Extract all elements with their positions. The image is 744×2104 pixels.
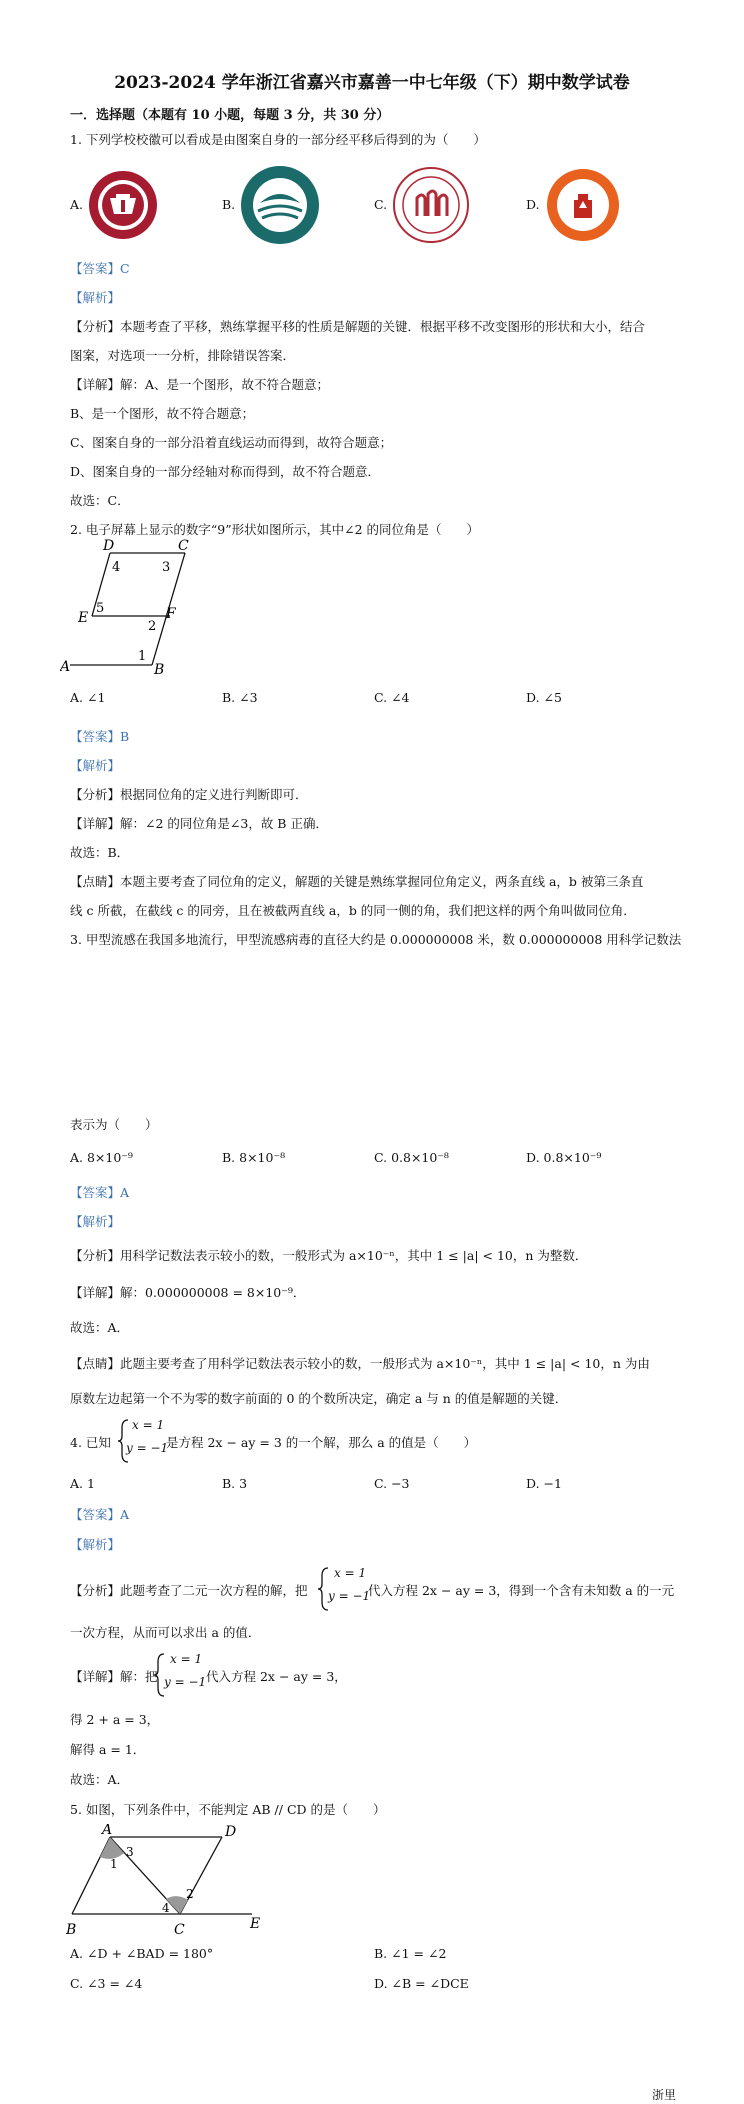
- q3-detail: 【详解】解：0.000000008 = 8×10⁻⁹．: [70, 1285, 306, 1300]
- q3-answer: 【答案】A: [70, 1185, 130, 1200]
- q4-detail-post: 代入方程 2x − ay = 3，: [206, 1669, 347, 1684]
- q4-analysis-line2: 一次方程，从而可以求出 a 的值．: [70, 1625, 261, 1640]
- q2-label-e: E: [78, 610, 89, 626]
- q4-option-b: B. 3: [222, 1476, 248, 1491]
- q2-jiexi: 【解析】: [70, 758, 121, 773]
- q5-label-c: C: [174, 1922, 185, 1936]
- q3-conclusion: 故选：A．: [70, 1320, 130, 1335]
- q2-label-c: C: [178, 538, 189, 554]
- q4-stem-post: 是方程 2x − ay = 3 的一个解，那么 a 的值是（ ）: [166, 1435, 477, 1450]
- q1-detail-line3: C、图案自身的一部分沿着直线运动而得到，故符合题意；: [70, 435, 393, 450]
- q4-stem-pre: 4. 已知: [70, 1435, 111, 1450]
- q3-dianjing-line2: 原数左边起第一个不为零的数字前面的 0 的个数所决定，确定 a 与 n 的值是解题的关键．: [70, 1391, 568, 1406]
- q4-stem-eq-y: y = −1: [126, 1441, 169, 1455]
- q3-option-b: B. 8×10⁻⁸: [222, 1150, 286, 1165]
- q3-stem: 3. 甲型流感在我国多地流行，甲型流感病毒的直径大约是 0.000000008 米，数 0.000000008 用科学记数法: [70, 932, 682, 947]
- q5-label-e: E: [250, 1916, 261, 1932]
- q5-label-b: B: [66, 1922, 77, 1936]
- q2-label-5: 5: [96, 601, 105, 616]
- q1-option-d-label: D.: [526, 197, 540, 212]
- q2-label-1: 1: [138, 649, 147, 664]
- q2-stem: 2. 电子屏幕上显示的数字“9”形状如图所示，其中∠2 的同位角是（ ）: [70, 522, 480, 537]
- q5-parallelogram-figure: [62, 1824, 272, 1936]
- q2-answer: 【答案】B: [70, 729, 130, 744]
- q4-analysis-eq-x: x = 1: [334, 1566, 367, 1580]
- q1-detail-line2: B、是一个图形，故不符合题意；: [70, 406, 255, 421]
- q2-label-f: F: [166, 606, 176, 622]
- q5-label-3: 3: [126, 1845, 134, 1859]
- q4-jiexi: 【解析】: [70, 1537, 121, 1552]
- q5-option-c: C. ∠3 = ∠4: [70, 1976, 143, 1991]
- peking-university-logo: [88, 170, 158, 240]
- q1-detail-line4: D、图案自身的一部分经轴对称而得到，故不符合题意．: [70, 464, 381, 479]
- q2-analysis: 【分析】根据同位角的定义进行判断即可．: [70, 787, 308, 802]
- q2-label-3: 3: [162, 560, 171, 575]
- q4-analysis-pre: 【分析】此题考查了二元一次方程的解，把: [70, 1583, 308, 1598]
- q4-detail-eq-x: x = 1: [170, 1652, 203, 1666]
- q4-detail-eq-y: y = −1: [164, 1675, 207, 1689]
- q2-label-d: D: [103, 538, 115, 554]
- q3-jiexi: 【解析】: [70, 1214, 121, 1229]
- q1-conclusion: 故选：C．: [70, 493, 130, 508]
- q4-answer: 【答案】A: [70, 1507, 130, 1522]
- q2-option-a: A. ∠1: [70, 690, 106, 705]
- q2-label-b: B: [154, 662, 165, 678]
- q3-analysis: 【分析】用科学记数法表示较小的数，一般形式为 a×10⁻ⁿ，其中 1 ≤ |a| < 10，n 为整数．: [70, 1248, 588, 1263]
- q3-option-d: D. 0.8×10⁻⁹: [526, 1150, 602, 1165]
- q2-detail: 【详解】解：∠2 的同位角是∠3，故 B 正确．: [70, 816, 328, 831]
- teal-university-logo: [240, 165, 320, 245]
- q2-option-d: D. ∠5: [526, 690, 562, 705]
- q4-option-c: C. −3: [374, 1476, 410, 1491]
- q5-option-b: B. ∠1 = ∠2: [374, 1946, 447, 1961]
- q1-analysis-line1: 【分析】本题考查了平移，熟练掌握平移的性质是解题的关键．根据平移不改变图形的形状和大小，结合: [70, 319, 646, 334]
- q5-label-1: 1: [110, 1857, 118, 1871]
- q5-label-a: A: [102, 1824, 113, 1838]
- q5-label-d: D: [225, 1824, 237, 1840]
- q4-conclusion: 故选：A．: [70, 1772, 130, 1787]
- q4-option-a: A. 1: [70, 1476, 95, 1491]
- page-footer: 浙里: [652, 2088, 677, 2102]
- q4-analysis-post: 代入方程 2x − ay = 3，得到一个含有未知数 a 的一元: [368, 1583, 675, 1598]
- q1-option-c-label: C.: [374, 197, 388, 212]
- q4-analysis-eq-y: y = −1: [328, 1589, 371, 1603]
- section-heading: 一．选择题（本题有 10 小题，每题 3 分，共 30 分）: [70, 108, 390, 123]
- q1-option-a-label: A.: [70, 197, 84, 212]
- red-ring-university-logo: [392, 166, 470, 244]
- q1-stem: 1. 下列学校校徽可以看成是由图案自身的一部分经平移后得到的为（ ）: [70, 132, 486, 147]
- q1-option-b-label: B.: [222, 197, 236, 212]
- q4-stem-eq-x: x = 1: [132, 1418, 165, 1432]
- q5-option-a: A. ∠D + ∠BAD = 180°: [70, 1946, 214, 1961]
- q2-dianjing-line2: 线 c 所截，在截线 c 的同旁，且在被截两直线 a，b 的同一侧的角，我们把这样的两个角叫做同位角．: [70, 903, 636, 918]
- q1-detail-line1: 【详解】解：A、是一个图形，故不符合题意；: [70, 377, 330, 392]
- q2-conclusion: 故选：B．: [70, 845, 130, 860]
- q2-label-2: 2: [148, 619, 157, 634]
- q1-jiexi: 【解析】: [70, 290, 121, 305]
- q4-detail-pre: 【详解】解：把: [70, 1669, 158, 1684]
- q3-option-a: A. 8×10⁻⁹: [70, 1150, 133, 1165]
- q3-option-c: C. 0.8×10⁻⁸: [374, 1150, 449, 1165]
- q2-option-c: C. ∠4: [374, 690, 410, 705]
- q5-label-4: 4: [162, 1901, 170, 1915]
- q5-option-d: D. ∠B = ∠DCE: [374, 1976, 469, 1991]
- q2-label-4: 4: [112, 560, 121, 575]
- orange-university-logo: [546, 168, 620, 242]
- q1-answer: 【答案】C: [70, 261, 130, 276]
- q3-dianjing-line1: 【点睛】此题主要考查了用科学记数法表示较小的数，一般形式为 a×10⁻ⁿ，其中 1 ≤ |a| < 10，n 为由: [70, 1356, 650, 1371]
- q2-label-a: A: [60, 659, 71, 675]
- q2-dianjing-line1: 【点睛】本题主要考查了同位角的定义，解题的关键是熟练掌握同位角定义，两条直线 a，b 被第三条直: [70, 874, 644, 889]
- page-title: 2023-2024 学年浙江省嘉兴市嘉善一中七年级（下）期中数学试卷: [114, 73, 630, 93]
- q4-step2: 解得 a = 1．: [70, 1742, 146, 1757]
- q5-stem: 5. 如图，下列条件中，不能判定 AB // CD 的是（ ）: [70, 1802, 386, 1817]
- q2-option-b: B. ∠3: [222, 690, 258, 705]
- q2-digit-nine-figure: [60, 538, 210, 680]
- q1-analysis-line2: 图案，对选项一一分析，排除错误答案．: [70, 348, 296, 363]
- q4-step1: 得 2 + a = 3，: [70, 1712, 160, 1727]
- q3-stem-cont: 表示为（ ）: [70, 1117, 158, 1132]
- q5-label-2: 2: [186, 1887, 194, 1901]
- q4-option-d: D. −1: [526, 1476, 562, 1491]
